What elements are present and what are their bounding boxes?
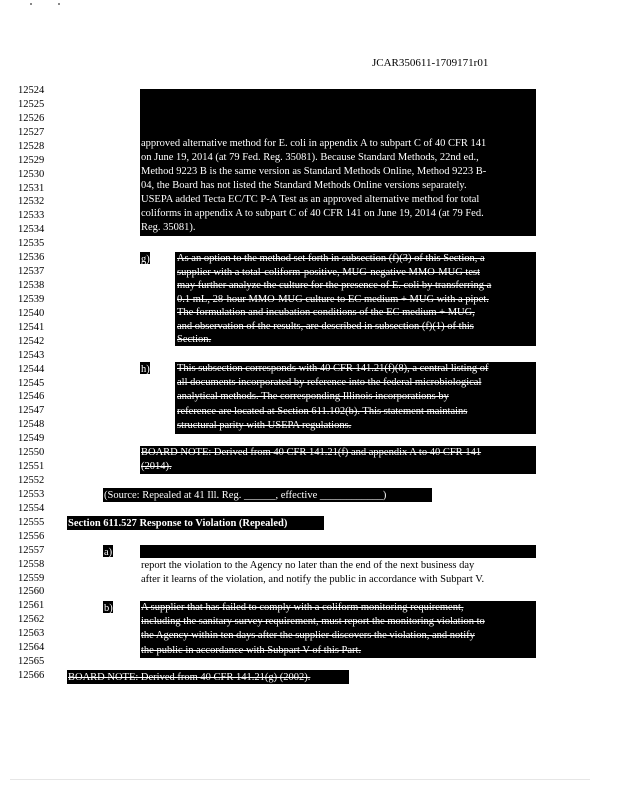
line-number: 12538 [18, 280, 45, 292]
line-number: 12558 [18, 558, 45, 570]
text-line: supplier with a total-coliform-positive, MUG-negative MMO-MUG test [177, 266, 480, 278]
line-number: 12552 [18, 475, 45, 487]
line-number: 12561 [18, 600, 45, 612]
text-line: may further analyze the culture for the presence of E. coli by transferring a [177, 280, 492, 291]
board-note-2: BOARD NOTE: Derived from 40 CFR 141.21(g) (2002). [68, 672, 311, 683]
line-number: 12528 [18, 140, 45, 152]
line-number: 12560 [18, 586, 45, 598]
line-number: 12551 [18, 461, 45, 473]
line-number: 12545 [18, 377, 45, 389]
line-number: 12557 [18, 544, 45, 556]
text-line: Section. [177, 334, 212, 345]
item-a-label: a) [104, 547, 113, 558]
text-line: all documents incorporated by reference into the federal microbiological [177, 377, 482, 389]
line-number: 12531 [18, 182, 45, 194]
text-line: 0.1 mL, 28-hour MMO-MUG culture to EC medium + MUG with a pipet. [177, 293, 489, 305]
line-number: 12559 [18, 572, 45, 584]
line-number: 12541 [18, 321, 45, 333]
item-h-label: h) [141, 364, 150, 375]
line-number: 12546 [18, 391, 45, 403]
line-number: 12526 [18, 112, 45, 124]
text-line: As an option to the method set forth in subsection (f)(3) of this Section, a [177, 253, 485, 264]
text-line: including the sanitary survey requirement, must report the monitoring violation to [141, 616, 485, 628]
line-number: 12563 [18, 628, 45, 640]
text-line: reference are located at Section 611.102(b). This statement maintains [177, 405, 468, 417]
line-number: 12548 [18, 419, 45, 431]
line-number: 12537 [18, 266, 45, 278]
page-footer-rule [10, 779, 590, 780]
line-number: 12555 [18, 516, 45, 528]
text-line: (2014). [141, 461, 172, 472]
document-id: JCAR350611-1709171r01 [372, 57, 489, 69]
item-b-label: b) [104, 603, 113, 614]
line-number: 12542 [18, 335, 45, 347]
line-number: 12550 [18, 447, 45, 459]
text-line: This subsection corresponds with 40 CFR 141.21(f)(8), a central listing of [177, 363, 489, 374]
text-line: the Agency within ten days after the supplier discovers the violation, and notify [141, 630, 475, 642]
text-line: The formulation and incubation conditions of the EC medium + MUG, [177, 307, 475, 318]
text-line: USEPA added Tecta EC/TC P-A Test as an approved alternative method for total [141, 194, 480, 205]
text-line: BOARD NOTE: Derived from 40 CFR 141.21(f) and appendix A to 40 CFR 141 [141, 447, 482, 458]
line-number: 12527 [18, 126, 45, 138]
paragraph-top [141, 137, 486, 235]
text-line: after it learns of the violation, and notify the public in accordance with Subpart V. [141, 574, 485, 585]
line-number: 12525 [18, 98, 45, 110]
board-note-1 [141, 446, 481, 474]
line-number: 12529 [18, 154, 45, 166]
line-number: 12556 [18, 530, 45, 542]
line-number: 12564 [18, 642, 45, 654]
text-line: the public in accordance with Subpart V of this Part. [141, 644, 362, 656]
line-number: 12539 [18, 293, 45, 305]
line-number: 12524 [18, 85, 45, 96]
text-line: on June 19, 2014 (at 79 Fed. Reg. 35081). Because Standard Methods, 22nd ed., [141, 152, 479, 163]
item-h-text [177, 362, 488, 433]
scan-speck [30, 3, 32, 5]
text-line: Reg. 35081). [141, 222, 196, 233]
item-b-text [141, 601, 485, 658]
text-line: 04, the Board has not listed the Standard Methods Online versions separately. [141, 180, 467, 191]
section-heading: Section 611.527 Response to Violation (Repealed) [68, 518, 288, 529]
line-number: 12530 [18, 168, 45, 180]
text-line: analytical methods. The corresponding Illinois incorporations by [177, 391, 449, 403]
line-number: 12532 [18, 196, 45, 208]
line-number: 12562 [18, 614, 45, 626]
line-number: 12533 [18, 210, 45, 222]
line-number: 12540 [18, 307, 45, 319]
line-number: 12553 [18, 488, 45, 500]
item-g-text [177, 252, 491, 347]
text-line: and observation of the results, are described in subsection (f)(1) of this [177, 320, 474, 332]
text-line: report the violation to the Agency no later than the end of the next business day [141, 560, 475, 571]
line-number: 12544 [18, 363, 45, 375]
line-number: 12534 [18, 224, 45, 236]
item-g-label: g) [141, 254, 150, 265]
line-number: 12554 [18, 502, 45, 514]
text-line: A supplier that has failed to comply with a coliform monitoring requirement, [141, 602, 464, 613]
text-line: A supplier that has exceeded the MCL for total coliforms in Section 611.325 must [141, 546, 485, 557]
scan-speck [58, 3, 60, 5]
text-line: structural parity with USEPA regulations. [177, 419, 352, 431]
item-a-text [141, 545, 485, 587]
line-number: 12536 [18, 252, 45, 264]
text-line: Method 9223 B is the same version as Standard Methods Online, Method 9223 B- [141, 166, 487, 177]
line-number: 12566 [18, 670, 45, 682]
text-line: approved alternative method for E. coli in appendix A to subpart C of 40 CFR 141 [141, 138, 487, 149]
text-line: coliforms in appendix A to subpart C of 40 CFR 141 on June 19, 2014 (at 79 Fed. [141, 208, 484, 219]
line-number: 12549 [18, 433, 45, 445]
line-number: 12543 [18, 349, 45, 361]
line-number: 12547 [18, 405, 45, 417]
line-number: 12565 [18, 656, 45, 668]
line-number: 12535 [18, 238, 45, 250]
source-line: (Source: Repealed at 41 Ill. Reg. ______, effective ____________) [104, 490, 387, 501]
